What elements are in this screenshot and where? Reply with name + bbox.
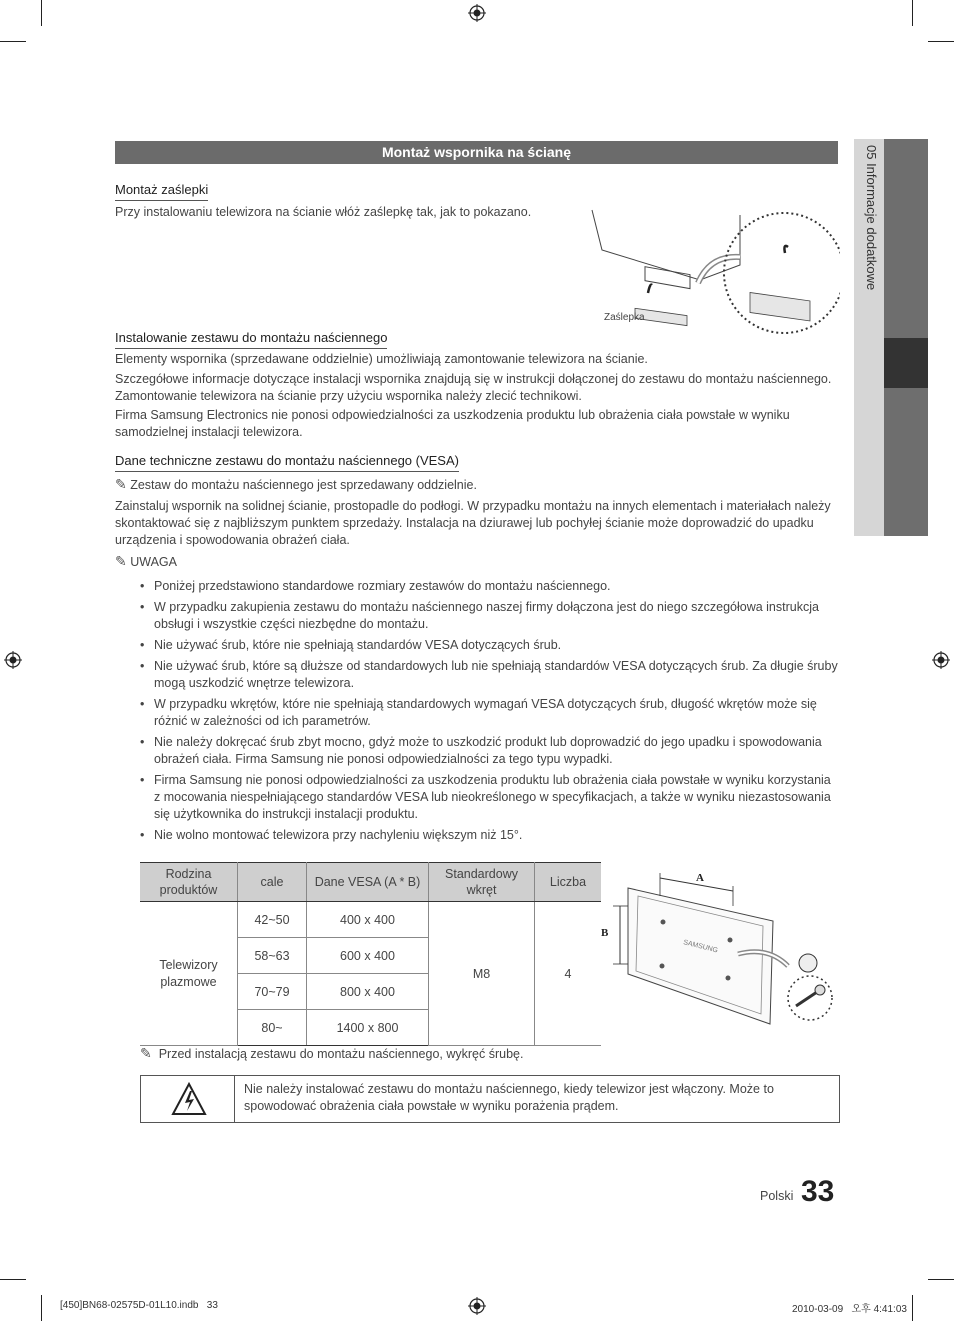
list-item: • Firma Samsung nie ponosi odpowiedzialności za uszkodzenia produktu lub obrażenia ciała powstałe w wyniku korzystania z mocowania niespełniającego standardów VESA lub nieokreślonego w specyfikacjach, a także w wyniku niezastosowania się użytkownika do instrukcji instalacji produktu. xyxy=(140,772,840,823)
note-pen-icon: ✎ xyxy=(140,1046,152,1062)
vesa-note xyxy=(115,477,838,494)
crop-mark xyxy=(912,0,913,26)
crop-mark xyxy=(41,0,42,26)
wall-kit-paragraph: Szczegółowe informacje dotyczące instalacji wspornika znajdują się w instrukcji dołączonej do zestawu do montażu naściennego. Zamontowanie telewizora na ścianie przy użyciu wspornika należy zlecić technikowi. xyxy=(115,372,832,403)
caution-list xyxy=(140,578,840,848)
crop-mark xyxy=(0,41,26,42)
blank-cover-label: Zaślepka xyxy=(604,312,645,323)
vesa-paragraph: Zainstaluj wspornik na solidnej ścianie, prostopadle do podłogi. W przypadku montażu na innych elementach i materiałach należy skontaktować się z najbliższym punktem sprzedaży. Instalacja na dziurawej lub pochyłej ścianie może doprowadzić do upadku urządzenia i spowodowania obrażeń ciała. xyxy=(115,499,831,547)
caution-label-text: UWAGA xyxy=(130,555,177,569)
electric-shock-warning-icon xyxy=(171,1082,207,1116)
dimension-a-label: A xyxy=(696,872,704,884)
screw-cell: M8 xyxy=(429,902,535,1046)
quantity-cell: 4 xyxy=(535,902,602,1046)
brand-logo: SAMSUNG xyxy=(682,939,719,955)
vesa-cell: 1400 x 800 xyxy=(307,1010,429,1046)
registration-mark-icon xyxy=(468,4,486,22)
wall-kit-paragraph: Firma Samsung Electronics nie ponosi odpowiedzialności za uszkodzenia produktu lub obrażenia ciała powstałe w wyniku samodzielnej instalacji telewizora. xyxy=(115,408,790,439)
blank-cover-text: Przy instalowaniu telewizora na ścianie włóż zaślepkę tak, jak to pokazano. xyxy=(115,205,532,219)
table-header: Dane VESA (A * B) xyxy=(307,863,429,902)
inches-cell: 70~79 xyxy=(238,974,307,1010)
list-item: • Nie wolno montować telewizora przy nachyleniu większym niż 15°. xyxy=(140,827,840,844)
page-number: 33 xyxy=(801,1175,835,1208)
table-header: Liczba xyxy=(535,863,602,902)
table-header: Standardowy wkręt xyxy=(429,863,535,902)
list-item: • Nie używać śrub, które są dłuższe od standardowych lub nie spełniają standardów VESA dotyczących śrub. Za długie śruby mogą uszkodzić wnętrze telewizora. xyxy=(140,658,840,692)
warning-box xyxy=(140,1075,840,1123)
footer-date-info: 2010-03-09 오후 4:41:03 xyxy=(792,1304,907,1315)
list-item: • Poniżej przedstawiono standardowe rozmiary zestawów do montażu naściennego. xyxy=(140,578,840,595)
registration-mark-icon xyxy=(4,651,22,669)
vesa-heading: Dane techniczne zestawu do montażu naściennego (VESA) xyxy=(115,453,459,472)
inches-cell: 42~50 xyxy=(238,902,307,938)
side-tab-label: 05 Informacje dodatkowe xyxy=(864,145,879,291)
registration-mark-icon xyxy=(468,1297,486,1315)
vesa-cell: 800 x 400 xyxy=(307,974,429,1010)
warning-text: Nie należy instalować zestawu do montażu naściennego, kiedy telewizor jest włączony. Może to spowodować obrażenia ciała powstałe w wyniku porażenia prądem. xyxy=(244,1082,774,1113)
wall-kit-heading: Instalowanie zestawu do montażu naściennego xyxy=(115,330,387,349)
tv-back-illustration xyxy=(598,866,838,1026)
note-pen-icon: ✎ xyxy=(115,554,127,570)
inches-cell: 80~ xyxy=(238,1010,307,1046)
list-item: • Nie używać śrub, które nie spełniają standardów VESA dotyczących śrub. xyxy=(140,637,840,654)
crop-mark xyxy=(912,1295,913,1321)
table-row xyxy=(140,902,601,938)
wall-kit-paragraph: Elementy wspornika (sprzedawane oddzielnie) umożliwiają zamontowanie telewizora na ścianie. xyxy=(115,352,648,366)
caution-label xyxy=(115,554,838,571)
vesa-cell: 400 x 400 xyxy=(307,902,429,938)
list-item: • Nie należy dokręcać śrub zbyt mocno, gdyż może to uszkodzić produkt lub doprowadzić do jego upadku i spowodowania obrażeń ciała. Firma Samsung nie ponosi odpowiedzialności za tego typu wypadki. xyxy=(140,734,840,768)
vesa-table xyxy=(140,862,601,1046)
note-pen-icon: ✎ xyxy=(115,477,127,493)
dimension-b-label: B xyxy=(601,927,609,939)
section-title: Montaż wspornika na ścianę xyxy=(115,141,838,164)
after-table-note xyxy=(140,1046,863,1063)
footer-language: Polski xyxy=(760,1189,794,1203)
vesa-note-text: Zestaw do montażu naściennego jest sprzedawany oddzielnie. xyxy=(130,478,477,492)
footer-file-info: [450]BN68-02575D-01L10.indb 33 xyxy=(60,1300,218,1311)
crop-mark xyxy=(928,41,954,42)
registration-mark-icon xyxy=(932,651,950,669)
blank-cover-illustration xyxy=(590,205,840,340)
blank-cover-heading: Montaż zaślepki xyxy=(115,182,208,201)
table-header: cale xyxy=(238,863,307,902)
inches-cell: 58~63 xyxy=(238,938,307,974)
crop-mark xyxy=(41,1295,42,1321)
crop-mark xyxy=(928,1279,954,1280)
list-item: • W przypadku wkrętów, które nie spełniają standardowych wymagań VESA dotyczących śrub, długość wkrętów może się różnić w zależności od ich parametrów. xyxy=(140,696,840,730)
table-header: Rodzina produktów xyxy=(140,863,238,902)
list-item: • W przypadku zakupienia zestawu do montażu naściennego naszej firmy dołączona jest do niego szczegółowa instrukcja obsługi i wszystkie części niezbędne do montażu. xyxy=(140,599,840,633)
crop-mark xyxy=(0,1279,26,1280)
side-tab-marker xyxy=(884,338,928,388)
warning-divider xyxy=(234,1076,235,1122)
after-table-note-text: Przed instalacją zestawu do montażu naściennego, wykręć śrubę. xyxy=(158,1047,524,1061)
family-cell: Telewizory plazmowe xyxy=(140,902,238,1046)
vesa-cell: 600 x 400 xyxy=(307,938,429,974)
